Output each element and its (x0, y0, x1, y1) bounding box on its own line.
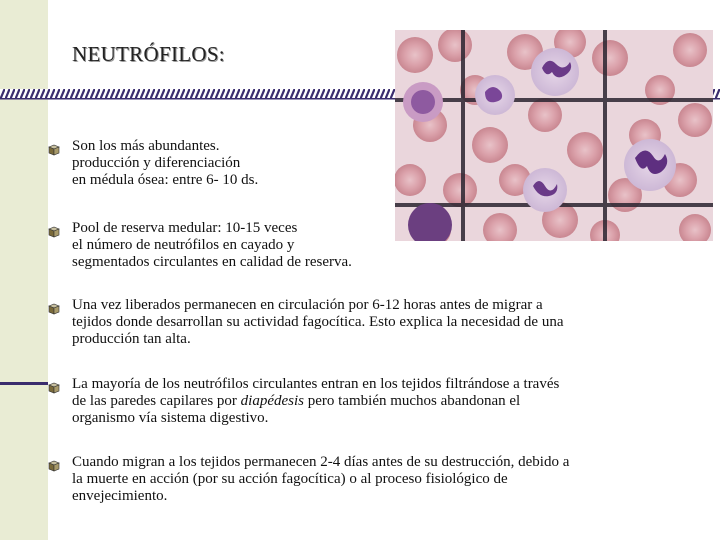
bullet-line: la muerte en acción (por su acción fagocítica) o al proceso fisiológico de (72, 471, 508, 487)
bullet-line: organismo vía sistema digestivo. (72, 410, 269, 426)
bullet-line: segmentados circulantes en calidad de reserva. (72, 254, 352, 270)
bullet-item (72, 376, 559, 427)
bullet-line: en médula ósea: entre 6- 10 ds. (72, 172, 259, 188)
cube-bullet-icon (48, 226, 60, 238)
bullet-line: el número de neutrófilos en cayado y (72, 237, 295, 253)
bullet-line-text: de las paredes capilares por (72, 393, 241, 409)
bullet-line: envejecimiento. (72, 488, 168, 504)
bullet-line: producción y diferenciación (72, 155, 241, 171)
bullet-item (72, 454, 569, 505)
bullet-item (72, 138, 258, 189)
cube-bullet-icon (48, 460, 60, 472)
cube-bullet-icon (48, 382, 60, 394)
bullet-item (72, 220, 352, 271)
bullet-line: Cuando migran a los tejidos permanecen 2-4 días antes de su destrucción, debido a (72, 454, 570, 470)
bullet-line (72, 393, 559, 410)
bullet-line: tejidos donde desarrollan su actividad fagocítica. Esto explica la necesidad de una (72, 314, 564, 330)
bullet-line: Son los más abundantes. (72, 138, 220, 154)
bullet-item (72, 297, 563, 348)
cube-bullet-icon (48, 144, 60, 156)
cube-bullet-icon (48, 303, 60, 315)
slide-title: NEUTRÓFILOS: (72, 42, 225, 66)
bullet-line-text: pero también muchos abandonan el (304, 393, 521, 409)
bullet-line: producción tan alta. (72, 331, 191, 347)
emphasized-term: diapédesis (240, 393, 304, 409)
bullet-line: La mayoría de los neutrófilos circulantes entran en los tejidos filtrándose a través (72, 376, 560, 392)
bullet-line: Pool de reserva medular: 10-15 veces (72, 220, 298, 236)
bullet-line: Una vez liberados permanecen en circulación por 6-12 horas antes de migrar a (72, 297, 543, 313)
